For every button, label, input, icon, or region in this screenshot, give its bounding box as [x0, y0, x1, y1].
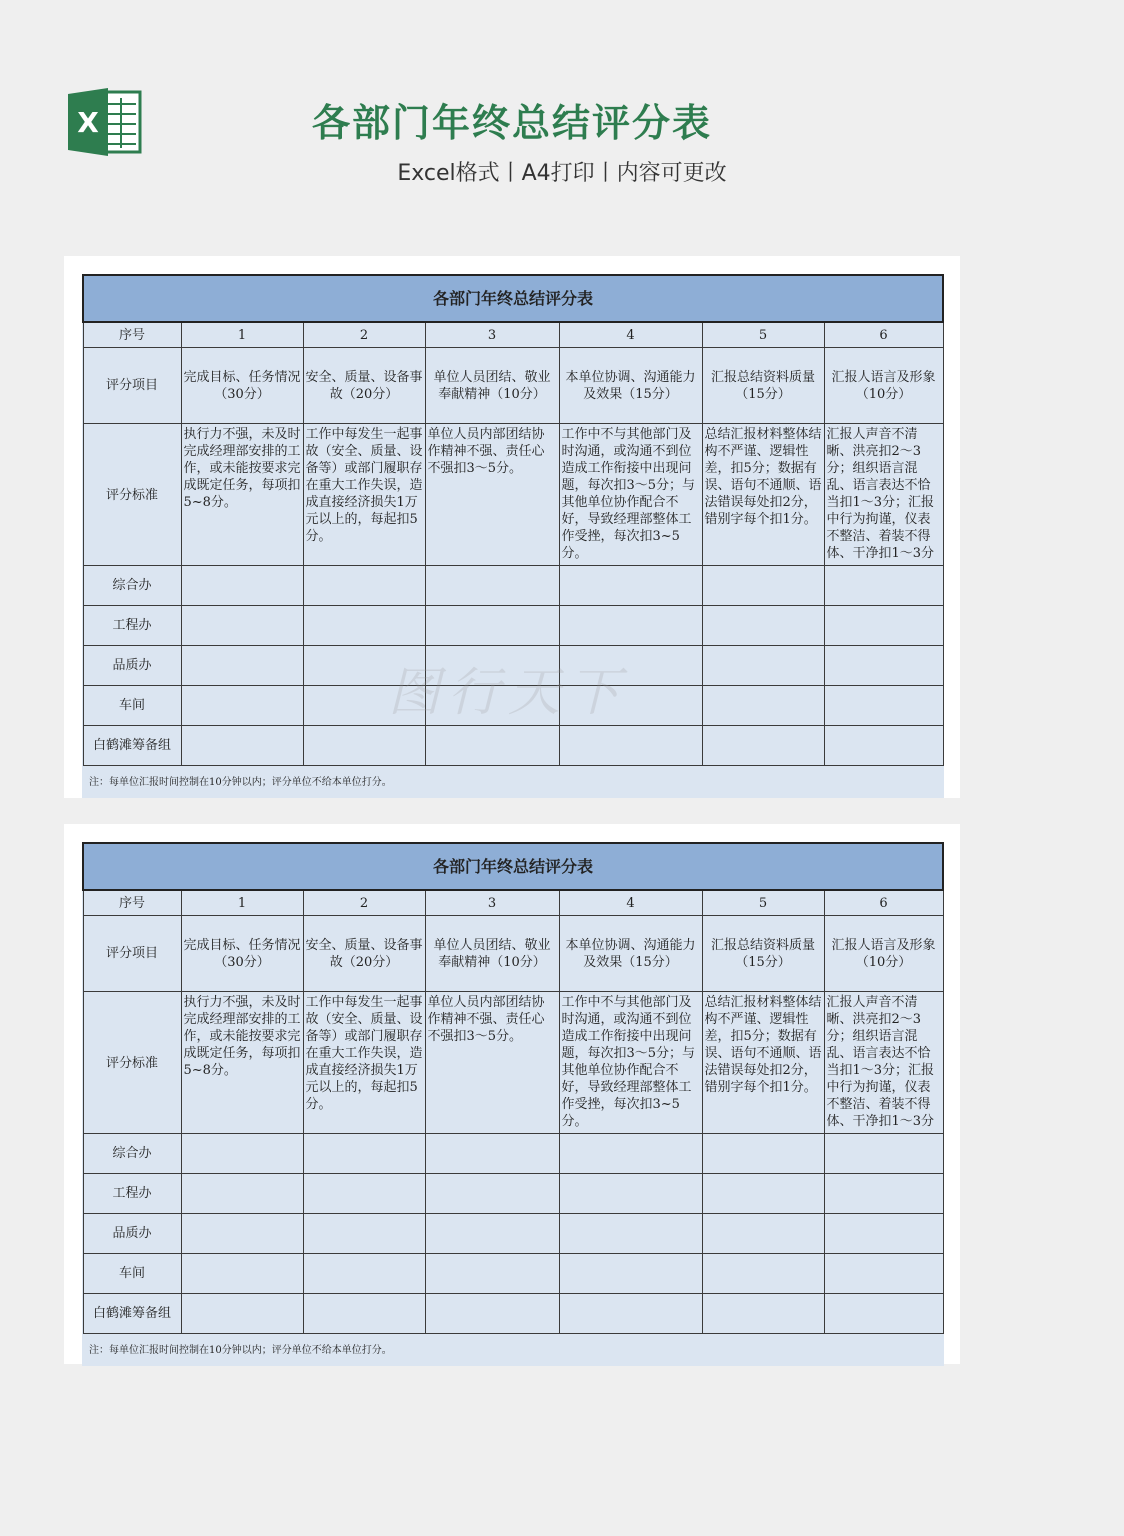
department-name: 白鹤滩筹备组 [83, 1294, 181, 1334]
column-number: 6 [824, 322, 943, 348]
score-cell[interactable] [425, 1214, 559, 1254]
score-cell[interactable] [702, 1174, 824, 1214]
page-header [0, 0, 1024, 250]
logo-letter: X [77, 106, 99, 139]
score-cell[interactable] [559, 686, 702, 726]
department-name: 工程办 [83, 1174, 181, 1214]
department-name: 车间 [83, 686, 181, 726]
scoring-criteria: 执行力不强，未及时完成经理部安排的工作，或未能按要求完成既定任务，每项扣5~8分。 [181, 992, 303, 1134]
scoring-criteria: 单位人员内部团结协作精神不强、责任心不强扣3～5分。 [425, 992, 559, 1134]
score-cell[interactable] [181, 686, 303, 726]
department-name: 白鹤滩筹备组 [83, 726, 181, 766]
scoring-criteria: 汇报人声音不清晰、洪亮扣2～3分；组织语言混乱、语言表达不恰当扣1～3分；汇报中行为拘谨，仪表不整洁、着装不得体、干净扣1～3分 [824, 424, 943, 566]
score-cell[interactable] [824, 1134, 943, 1174]
score-cell[interactable] [425, 686, 559, 726]
score-cell[interactable] [303, 646, 425, 686]
scoring-item: 汇报人语言及形象（10分） [824, 348, 943, 424]
scoring-item: 安全、质量、设备事故（20分） [303, 348, 425, 424]
scoring-criteria: 汇报人声音不清晰、洪亮扣2～3分；组织语言混乱、语言表达不恰当扣1～3分；汇报中行为拘谨，仪表不整洁、着装不得体、干净扣1～3分 [824, 992, 943, 1134]
score-table [82, 274, 944, 798]
column-number: 2 [303, 890, 425, 916]
department-name: 品质办 [83, 646, 181, 686]
score-cell[interactable] [559, 566, 702, 606]
score-cell[interactable] [303, 1134, 425, 1174]
table-note: 注：每单位汇报时间控制在10分钟以内；评分单位不给本单位打分。 [89, 1345, 392, 1356]
score-cell[interactable] [702, 646, 824, 686]
column-number: 5 [702, 322, 824, 348]
number-label: 序号 [83, 322, 181, 348]
table-title: 各部门年终总结评分表 [83, 275, 943, 322]
score-cell[interactable] [181, 1174, 303, 1214]
page-subtitle: Excel格式丨A4打印丨内容可更改 [397, 161, 727, 186]
score-cell[interactable] [824, 606, 943, 646]
score-cell[interactable] [425, 1174, 559, 1214]
scoring-item: 本单位协调、沟通能力及效果（15分） [559, 348, 702, 424]
scoring-criteria: 总结汇报材料整体结构不严谨、逻辑性差，扣5分；数据有误、语句不通顺、语法错误每处扣2分，错别字每个扣1分。 [702, 424, 824, 566]
scoring-item: 单位人员团结、敬业奉献精神（10分） [425, 916, 559, 992]
table-title: 各部门年终总结评分表 [83, 843, 943, 890]
score-cell[interactable] [559, 646, 702, 686]
score-cell[interactable] [181, 606, 303, 646]
score-table [82, 842, 944, 1366]
column-number: 4 [559, 890, 702, 916]
score-cell[interactable] [702, 1254, 824, 1294]
score-cell[interactable] [559, 1174, 702, 1214]
number-label: 序号 [83, 890, 181, 916]
score-cell[interactable] [702, 1214, 824, 1254]
score-cell[interactable] [181, 726, 303, 766]
department-name: 品质办 [83, 1214, 181, 1254]
scoring-item: 单位人员团结、敬业奉献精神（10分） [425, 348, 559, 424]
score-cell[interactable] [303, 1214, 425, 1254]
score-cell[interactable] [425, 1254, 559, 1294]
score-cell[interactable] [181, 1254, 303, 1294]
score-cell[interactable] [559, 606, 702, 646]
score-cell[interactable] [181, 1294, 303, 1334]
score-cell[interactable] [824, 1174, 943, 1214]
scoring-criteria: 工作中每发生一起事故（安全、质量、设备等）或部门履职存在重大工作失误，造成直接经济损失1万元以上的，每起扣5分。 [303, 424, 425, 566]
scoring-item: 安全、质量、设备事故（20分） [303, 916, 425, 992]
score-cell[interactable] [702, 566, 824, 606]
department-name: 工程办 [83, 606, 181, 646]
score-cell[interactable] [702, 1294, 824, 1334]
scoring-item: 汇报总结资料质量（15分） [702, 916, 824, 992]
score-cell[interactable] [702, 1134, 824, 1174]
score-cell[interactable] [425, 646, 559, 686]
score-cell[interactable] [181, 1134, 303, 1174]
score-cell[interactable] [824, 686, 943, 726]
score-cell[interactable] [303, 566, 425, 606]
score-cell[interactable] [559, 726, 702, 766]
score-cell[interactable] [559, 1294, 702, 1334]
scoring-criteria: 工作中不与其他部门及时沟通，或沟通不到位造成工作衔接中出现问题，每次扣3～5分；与其他单位协作配合不好，导致经理部整体工作受挫，每次扣3~5分。 [559, 992, 702, 1134]
score-cell[interactable] [824, 1254, 943, 1294]
score-cell[interactable] [824, 1214, 943, 1254]
score-cell[interactable] [559, 1214, 702, 1254]
column-number: 1 [181, 322, 303, 348]
watermark: 图行天下 [388, 663, 629, 723]
score-cell[interactable] [824, 646, 943, 686]
table-note: 注：每单位汇报时间控制在10分钟以内；评分单位不给本单位打分。 [89, 777, 392, 788]
scoring-item: 汇报总结资料质量（15分） [702, 348, 824, 424]
item-label: 评分项目 [83, 916, 181, 992]
scoring-criteria: 单位人员内部团结协作精神不强、责任心不强扣3～5分。 [425, 424, 559, 566]
item-label: 评分项目 [83, 348, 181, 424]
column-number: 5 [702, 890, 824, 916]
score-cell[interactable] [702, 686, 824, 726]
column-number: 2 [303, 322, 425, 348]
score-cell[interactable] [425, 1134, 559, 1174]
column-number: 3 [425, 322, 559, 348]
score-cell[interactable] [824, 726, 943, 766]
score-cell[interactable] [559, 1254, 702, 1294]
column-number: 4 [559, 322, 702, 348]
score-cell[interactable] [425, 566, 559, 606]
score-cell[interactable] [559, 1134, 702, 1174]
score-cell[interactable] [303, 1254, 425, 1294]
score-cell[interactable] [303, 1174, 425, 1214]
scoring-criteria: 工作中每发生一起事故（安全、质量、设备等）或部门履职存在重大工作失误，造成直接经济损失1万元以上的，每起扣5分。 [303, 992, 425, 1134]
criteria-label: 评分标准 [83, 992, 181, 1134]
score-cell[interactable] [425, 726, 559, 766]
scoring-criteria: 执行力不强，未及时完成经理部安排的工作，或未能按要求完成既定任务，每项扣5~8分。 [181, 424, 303, 566]
scoring-criteria: 工作中不与其他部门及时沟通，或沟通不到位造成工作衔接中出现问题，每次扣3～5分；与其他单位协作配合不好，导致经理部整体工作受挫，每次扣3~5分。 [559, 424, 702, 566]
column-number: 1 [181, 890, 303, 916]
score-cell[interactable] [303, 1294, 425, 1334]
score-cell[interactable] [824, 1294, 943, 1334]
score-cell[interactable] [181, 566, 303, 606]
score-cell[interactable] [303, 726, 425, 766]
sheet-preview-2 [64, 824, 960, 1364]
score-cell[interactable] [824, 566, 943, 606]
department-name: 综合办 [83, 566, 181, 606]
scoring-item: 本单位协调、沟通能力及效果（15分） [559, 916, 702, 992]
scoring-item: 完成目标、任务情况（30分） [181, 348, 303, 424]
scoring-item: 完成目标、任务情况（30分） [181, 916, 303, 992]
score-cell[interactable] [425, 606, 559, 646]
score-cell[interactable] [425, 1294, 559, 1334]
department-name: 车间 [83, 1254, 181, 1294]
scoring-criteria: 总结汇报材料整体结构不严谨、逻辑性差，扣5分；数据有误、语句不通顺、语法错误每处扣2分，错别字每个扣1分。 [702, 992, 824, 1134]
column-number: 6 [824, 890, 943, 916]
scoring-item: 汇报人语言及形象（10分） [824, 916, 943, 992]
score-cell[interactable] [702, 606, 824, 646]
score-cell[interactable] [303, 606, 425, 646]
score-cell[interactable] [181, 1214, 303, 1254]
score-cell[interactable] [181, 646, 303, 686]
column-number: 3 [425, 890, 559, 916]
score-cell[interactable] [702, 726, 824, 766]
score-cell[interactable] [303, 686, 425, 726]
page-title: 各部门年终总结评分表 [311, 101, 712, 145]
criteria-label: 评分标准 [83, 424, 181, 566]
department-name: 综合办 [83, 1134, 181, 1174]
sheet-preview-1 [64, 256, 960, 798]
